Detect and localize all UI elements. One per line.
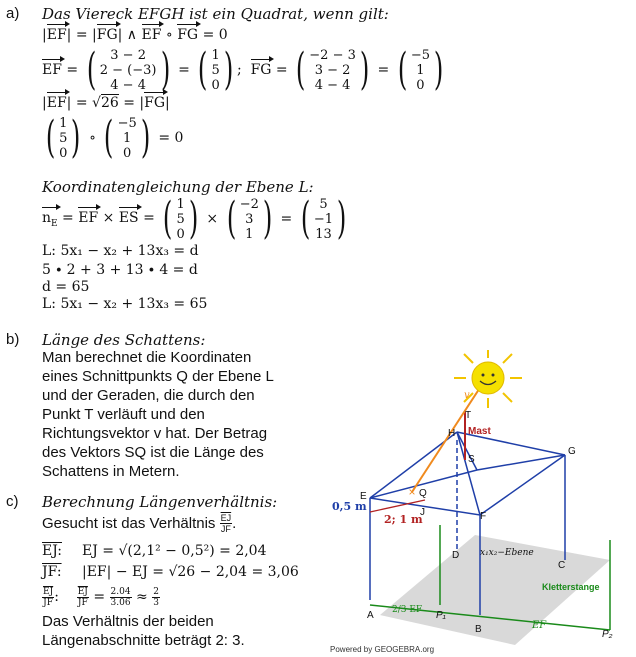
label-Q: Q: [419, 488, 427, 499]
plane-eq-1: L: 5x₁ − x₂ + 13x₃ = d: [42, 243, 199, 259]
jf-label: JF:: [42, 564, 62, 580]
label-F: F: [480, 511, 487, 522]
plane-eq-4: L: 5x₁ − x₂ + 13x₃ = 65: [42, 296, 208, 312]
v-label: v: [464, 390, 470, 401]
q-marker: ×: [408, 485, 416, 499]
fg-entries: −2 − 3 3 − 2 4 − 4: [309, 47, 356, 93]
label-J: J: [420, 507, 425, 518]
ratio-calc: $\frac{\overline{EJ}}{JF}$ : $\frac{\overline{EJ}}{JF}$ = $\frac{2.04}{3.06}$ ≈ $\frac{2}{3}$: [43, 586, 159, 608]
quadrat-condition: |EF| = |FG| ∧ EF ∘ FG = 0: [42, 27, 228, 43]
plane-title: Koordinatengleichung der Ebene L:: [42, 178, 314, 196]
label-H: H: [448, 428, 456, 439]
cross-product: $n_E$ = EF × ES = ( 1 5 0 ) × ( −2 3 1 ) = ( 5 −1 13 ): [42, 193, 347, 244]
ratio-calc-frac: $\frac{2.04}{3.06}$: [110, 586, 131, 608]
conclusion-line-1: Das Verhältnis der beiden: [42, 613, 214, 630]
ef-label: EF: [42, 62, 62, 78]
plane-eq-3: d = 65: [42, 279, 90, 295]
fg-result: −5 1 0: [410, 47, 431, 93]
length-line: |EF| = √26 = |FG|: [42, 95, 170, 111]
dim-21-label: 2; 1 m: [384, 513, 423, 526]
ef-bottom-label: EF: [532, 620, 547, 631]
dot-right: −5 1 0: [117, 115, 137, 161]
geogebra-figure: [320, 350, 636, 657]
section-c-marker: c): [6, 493, 19, 510]
label-S: S: [468, 454, 475, 465]
ef-result: 1 5 0: [211, 47, 220, 93]
ef-fg-vectors: EF = ( 3 − 2 2 − (−3) 4 − 4 ) = ( 1 5 0 ) ; FG = ( −2 − 3 3 − 2 4 − 4 ) = ( −5 1 0 ): [42, 44, 444, 95]
ej-label: EJ:: [42, 543, 62, 559]
label-B: B: [475, 624, 482, 635]
fg-label: FG: [250, 62, 272, 78]
label-E: E: [360, 491, 367, 502]
jf-calc: |EF| − EJ = √26 − 2,04 = 3,06: [82, 564, 299, 580]
label-C: C: [558, 560, 566, 571]
dim-05-label: 0,5 m: [332, 500, 367, 513]
dot-product: ( 1 5 0 ) ∘ ( −5 1 0 ) = 0: [45, 112, 184, 163]
conclusion-line-2: Längenabschnitte beträgt 2: 3.: [42, 632, 245, 649]
section-b-marker: b): [6, 331, 20, 348]
geogebra-footer: Powered by GEOGEBRA.org: [330, 645, 435, 654]
plane-label: x₁x₂−Ebene: [480, 548, 534, 558]
ratio-label: $\frac{\overline{EJ}}{JF}$: [43, 586, 54, 608]
section-b-text: Man berechnet die Koordinaten eines Schnittpunkts Q der Ebene L und der Geraden, die durch den Punkt T verläuft und den Richtungsvektor v hat. Der Betrag des Vektors SQ ist die Länge des Schattens in Metern.: [42, 349, 274, 480]
cross-b: −2 3 1: [239, 196, 259, 242]
frac-23-label: 2/3 EF: [392, 605, 423, 615]
ef-entries: 3 − 2 2 − (−3) 4 − 4: [99, 47, 157, 93]
label-G: G: [568, 446, 576, 457]
section-c-intro: Gesucht ist das Verhältnis $\frac{\overline{EJ}}{JF}$ .: [42, 513, 237, 534]
ratio-prefix-frac: $\frac{\overline{EJ}}{JF}$: [77, 586, 88, 608]
label-D: D: [452, 550, 460, 561]
cross-result: 5 −1 13: [313, 196, 334, 242]
kletterstange-label: Kletterstange: [542, 582, 600, 592]
ratio-result-frac: $\frac{2}{3}$: [153, 586, 159, 608]
label-P2: P₂: [602, 629, 613, 640]
label-P1: P₁: [436, 610, 446, 621]
mast-label: Mast: [468, 426, 491, 437]
intro-ratio: $\frac{\overline{EJ}}{JF}$: [220, 513, 232, 534]
plane-eq-2: 5 ∙ 2 + 3 + 13 ∙ 4 = d: [42, 262, 198, 278]
dot-left: 1 5 0: [59, 115, 68, 161]
ej-calc: EJ = √(2,1² − 0,5²) = 2,04: [82, 543, 267, 559]
label-A: A: [367, 610, 374, 621]
section-c-title: Berechnung Längenverhältnis:: [42, 493, 278, 511]
cross-a: 1 5 0: [176, 196, 185, 242]
label-T: T: [465, 410, 472, 421]
section-a-marker: a): [6, 5, 20, 22]
section-a-title: Das Viereck EFGH ist ein Quadrat, wenn gilt:: [42, 5, 389, 23]
section-b-title: Länge des Schattens:: [42, 331, 206, 349]
